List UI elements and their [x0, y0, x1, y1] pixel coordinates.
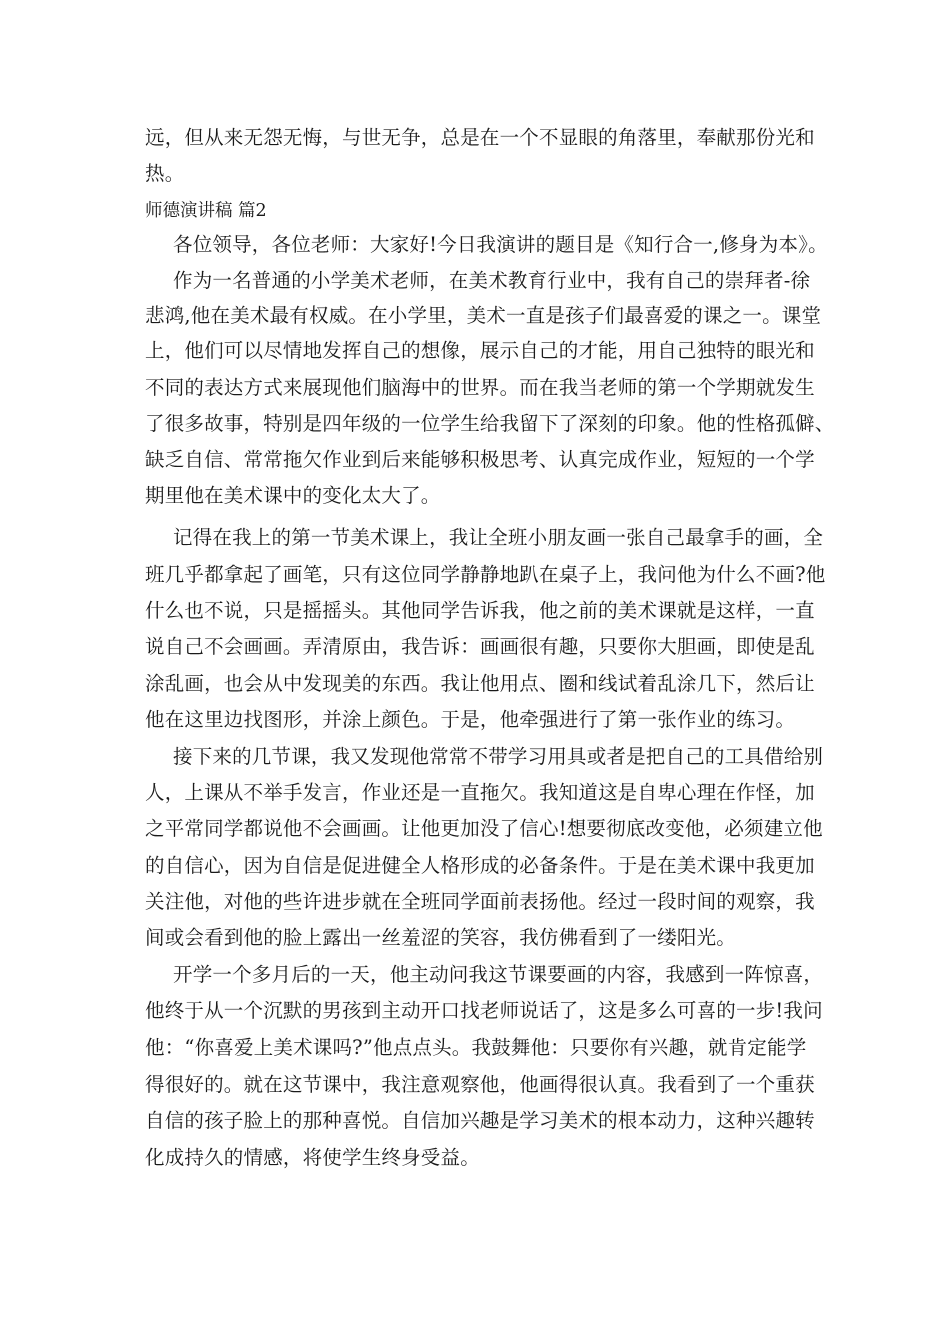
text-line: 化成持久的情感，将使学生终身受益。 [145, 1146, 480, 1169]
text-line: 期里他在美术课中的变化太大了。 [145, 484, 441, 507]
section-heading: 师德演讲稿 篇2 [145, 201, 267, 221]
text-line: 上，他们可以尽情地发挥自己的想像，展示自己的才能，用自己独特的眼光和 [145, 339, 815, 362]
paragraph-line: 各位领导，各位老师：大家好!今日我演讲的题目是《知行合一,修身为本》。 [173, 233, 828, 256]
paragraph-line: 作为一名普通的小学美术老师，在美术教育行业中，我有自己的崇拜者-徐 [173, 269, 811, 292]
text-line: 涂乱画，也会从中发现美的东西。我让他用点、圈和线试着乱涂几下，然后让 [145, 672, 815, 695]
text-line: 远，但从来无怨无悔，与世无争，总是在一个不显眼的角落里，奉献那份光和 [145, 126, 815, 149]
paragraph-line: 接下来的几节课，我又发现他常常不带学习用具或者是把自己的工具借给别 [173, 745, 824, 768]
text-line: 间或会看到他的脸上露出一丝羞涩的笑容，我仿佛看到了一缕阳光。 [145, 926, 737, 949]
text-line: 的自信心，因为自信是促进健全人格形成的必备条件。于是在美术课中我更加 [145, 854, 815, 877]
text-line: 班几乎都拿起了画笔，只有这位同学静静地趴在桌子上，我问他为什么不画?他 [145, 563, 826, 586]
text-line: 他终于从一个沉默的男孩到主动开口找老师说话了，这是多么可喜的一步!我问 [145, 999, 823, 1022]
text-line: 不同的表达方式来展现他们脑海中的世界。而在我当老师的第一个学期就发生 [145, 376, 815, 399]
text-line: 他在这里边找图形，并涂上颜色。于是，他牵强进行了第一张作业的练习。 [145, 708, 796, 731]
text-line: 什么也不说，只是摇摇头。其他同学告诉我，他之前的美术课就是这样，一直 [145, 599, 815, 622]
text-line: 人，上课从不举手发言，作业还是一直拖欠。我知道这是自卑心理在作怪，加 [145, 781, 815, 804]
text-line: 得很好的。就在这节课中，我注意观察他，他画得很认真。我看到了一个重获 [145, 1073, 815, 1096]
text-line: 了很多故事，特别是四年级的一位学生给我留下了深刻的印象。他的性格孤僻、 [145, 412, 835, 435]
text-line: 自信的孩子脸上的那种喜悦。自信加兴趣是学习美术的根本动力，这种兴趣转 [145, 1109, 815, 1132]
paragraph-line: 记得在我上的第一节美术课上，我让全班小朋友画一张自己最拿手的画，全 [173, 526, 824, 549]
text-line: 他：“你喜爱上美术课吗?”他点点头。我鼓舞他：只要你有兴趣，就肯定能学 [145, 1036, 807, 1059]
text-line: 热。 [145, 162, 185, 185]
text-line: 悲鸿,他在美术最有权威。在小学里，美术一直是孩子们最喜爱的课之一。课堂 [145, 304, 822, 327]
text-line: 说自己不会画画。弄清原由，我告诉：画画很有趣，只要你大胆画，即使是乱 [145, 635, 815, 658]
text-line: 之平常同学都说他不会画画。让他更加没了信心!想要彻底改变他，必须建立他 [145, 817, 823, 840]
text-line: 缺乏自信、常常拖欠作业到后来能够积极思考、认真完成作业，短短的一个学 [145, 448, 815, 471]
text-line: 关注他，对他的些许进步就在全班同学面前表扬他。经过一段时间的观察，我 [145, 890, 815, 913]
paragraph-line: 开学一个多月后的一天，他主动问我这节课要画的内容，我感到一阵惊喜， [173, 963, 824, 986]
